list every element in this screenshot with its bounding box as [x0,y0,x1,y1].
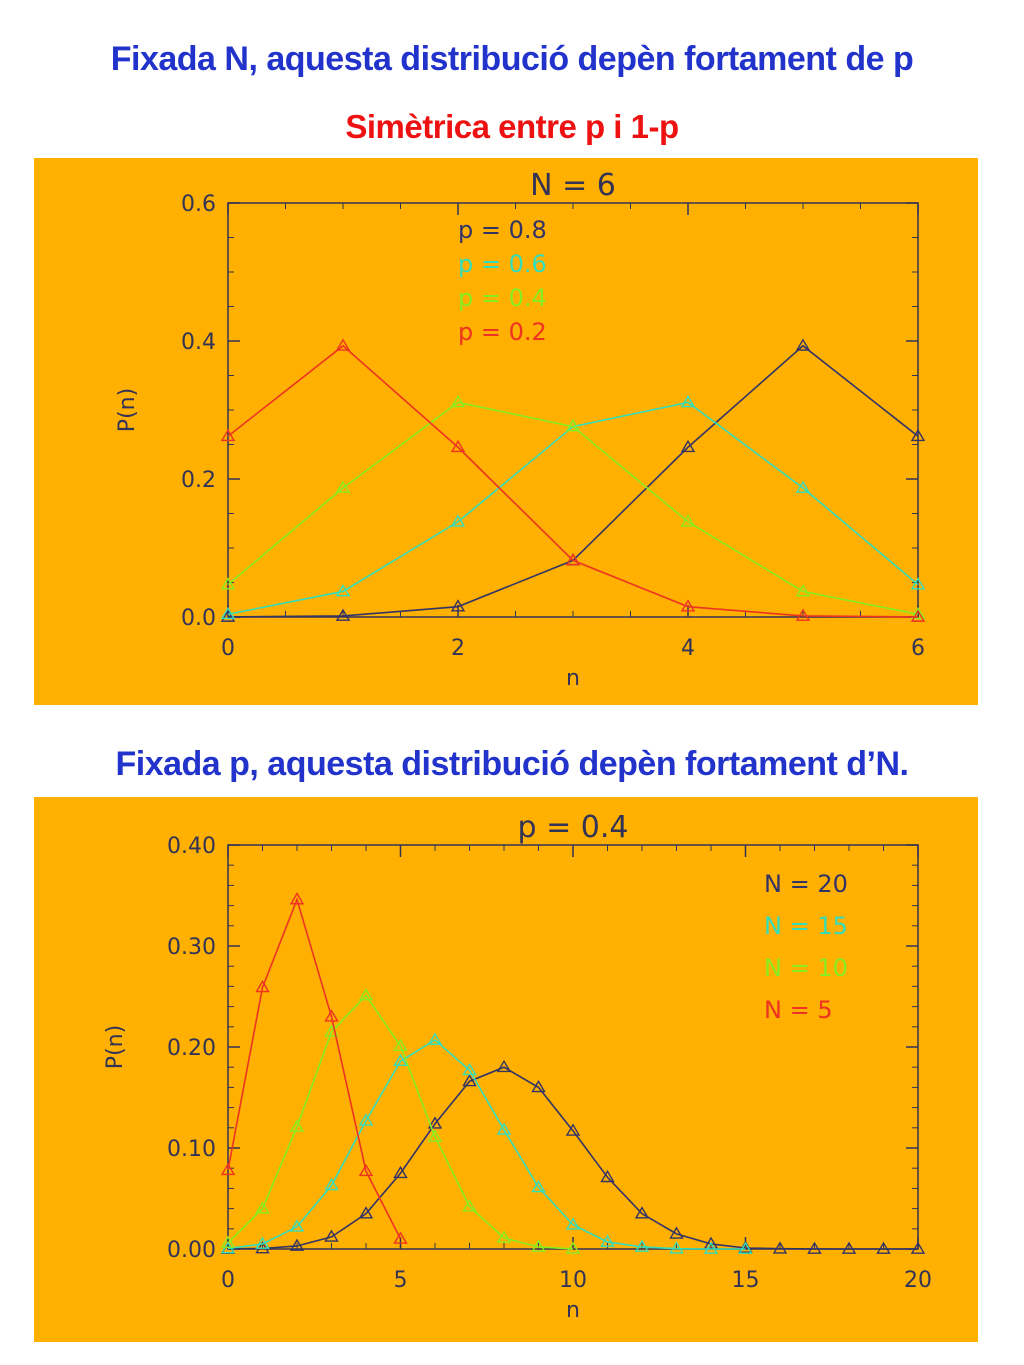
x-tick-label: 4 [681,636,695,661]
series-line-2 [228,995,573,1248]
legend-entry: p = 0.2 [458,318,547,346]
x-tick-label: 2 [451,636,465,661]
y-tick-label: 0.10 [167,1137,216,1162]
legend-entry: p = 0.8 [458,216,547,244]
y-tick-label: 0.40 [167,834,216,859]
x-tick-label: 15 [731,1268,760,1293]
y-axis-label: P(n) [103,1024,128,1070]
series-line-0 [228,346,918,617]
series-line-3 [228,900,401,1239]
y-tick-label: 0.2 [181,468,216,493]
legend-entry: p = 0.6 [458,250,547,278]
x-tick-label: 6 [911,636,925,661]
heading-fixed-p: Fixada p, aquesta distribució depèn fortament d’N. [115,745,909,783]
y-tick-label: 0.0 [181,606,216,631]
legend-entry: N = 20 [764,870,848,898]
plot-frame [228,845,918,1249]
y-tick-label: 0.4 [181,330,216,355]
series-line-1 [228,1040,746,1249]
y-tick-label: 0.00 [167,1238,216,1263]
x-axis-label: n [566,1298,580,1323]
heading-symmetric: Simètrica entre p i 1-p [345,108,679,145]
x-axis-label: n [566,666,580,691]
legend-entry: N = 5 [764,996,833,1024]
x-tick-label: 0 [221,1268,235,1293]
x-tick-label: 5 [393,1268,408,1293]
x-tick-label: 0 [221,636,235,661]
y-axis-label: P(n) [115,387,140,433]
series-line-2 [228,402,918,614]
chart-panel-p04 [34,797,978,1342]
y-tick-label: 0.20 [167,1036,216,1061]
legend-entry: N = 10 [764,954,848,982]
heading-fixed-n: Fixada N, aquesta distribució depèn fortament de p [110,40,914,78]
legend-entry: N = 15 [764,912,848,940]
x-tick-label: 10 [559,1268,587,1293]
series-line-0 [228,1067,918,1249]
chart-panel-n6 [34,158,978,705]
chart-n6 [34,158,978,705]
y-tick-label: 0.6 [181,192,216,217]
chart-title: N = 6 [530,168,616,203]
series-line-1 [228,402,918,614]
x-tick-label: 20 [904,1268,932,1293]
series-line-3 [228,346,918,617]
chart-p04 [34,797,978,1342]
chart-title: p = 0.4 [517,810,629,845]
legend-entry: p = 0.4 [458,284,547,312]
y-tick-label: 0.30 [167,935,216,960]
